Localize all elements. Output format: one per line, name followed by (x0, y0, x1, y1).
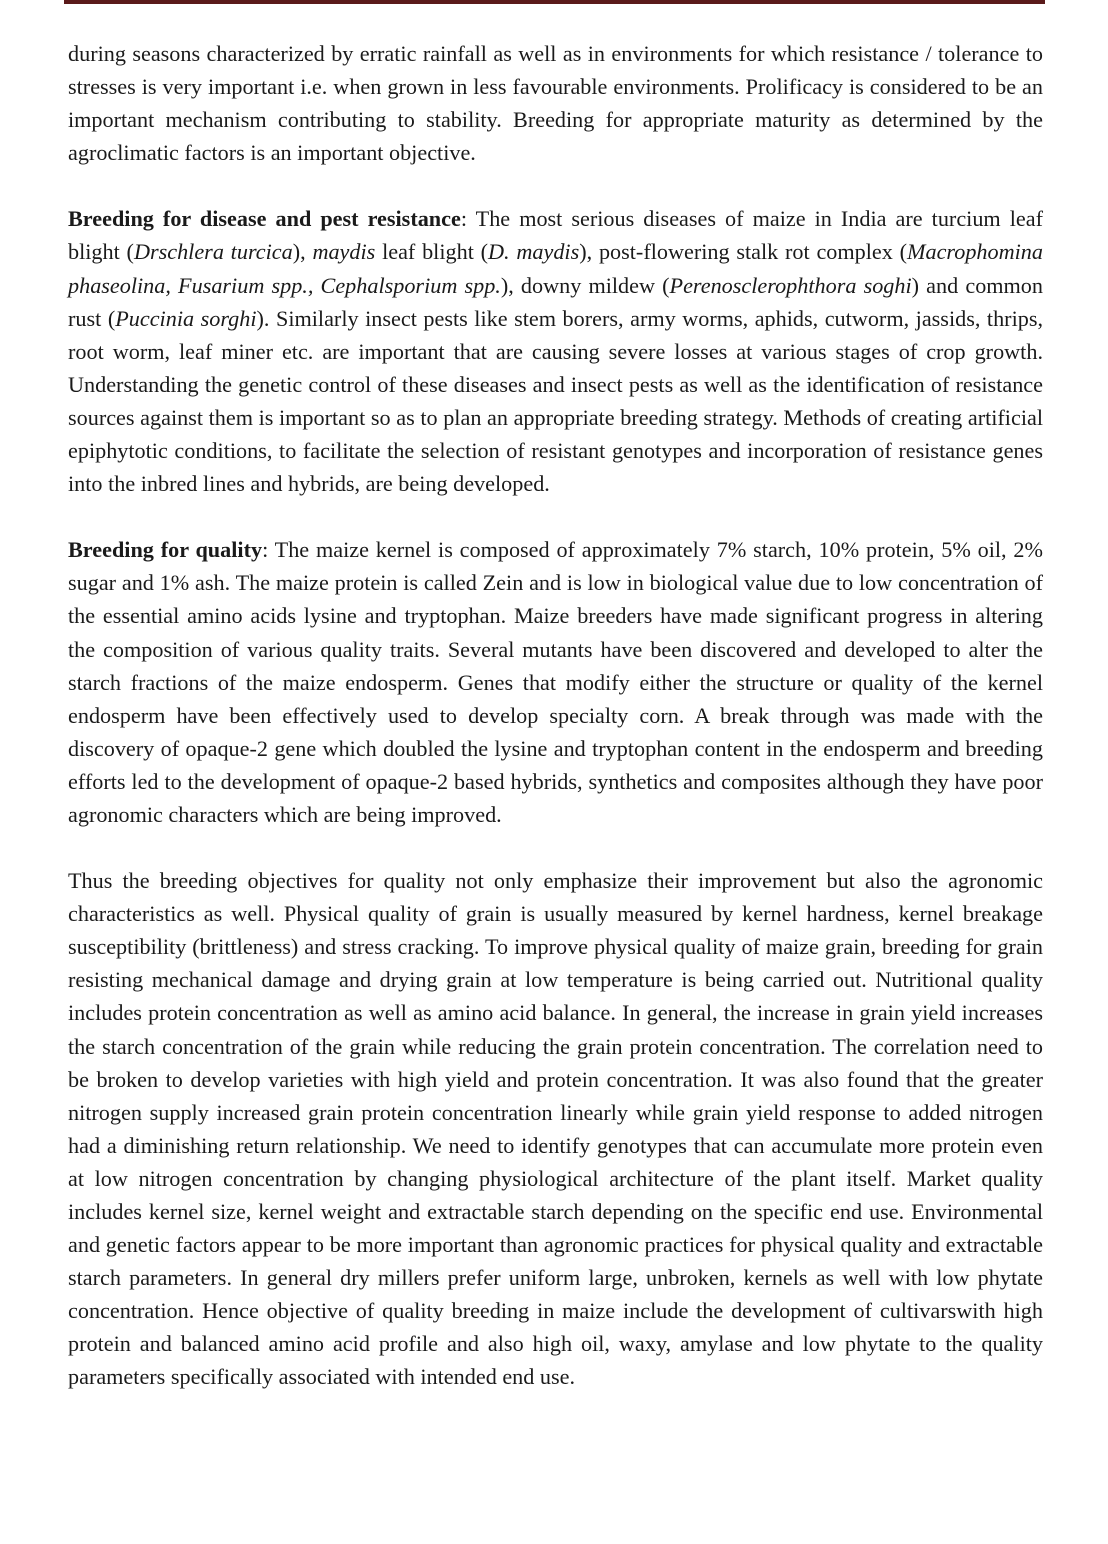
paragraph-quality (68, 533, 1043, 831)
document-page (68, 37, 1043, 1427)
species-name: Perenosclerophthora soghi (669, 272, 912, 298)
paragraph-text: ), (292, 239, 313, 265)
paragraph-text: during seasons characterized by erratic rainfall as well as in environments for which resistance / tolerance to stresses is very important i.e. when grown in less favourable environments. Prolificacy is considered to be an important mechanism contributing to stability. Breeding for appropriate maturity as determined by the agroclimatic factors is an important objective. (68, 41, 1043, 166)
paragraph-text: : The most serious diseases of maize in India are turcium leaf blight ( (68, 206, 1043, 265)
paragraph-disease-pest-resistance (68, 202, 1043, 500)
paragraph-quality-objectives (68, 864, 1043, 1394)
paragraph-text: ), post-flowering stalk rot complex ( (579, 239, 907, 265)
species-name: D. maydis (488, 239, 580, 265)
species-name: maydis (312, 239, 376, 265)
paragraph-text: leaf blight ( (375, 239, 489, 265)
paragraph-text: Thus the breeding objectives for quality not only emphasize their improvement but also the agronomic characteristics as well. Physical quality of grain is usually measured by kernel hardness, kernel breakage susceptibility (brittleness) and stress cracking. To improve physical quality of maize grain, breeding for grain resisting mechanical damage and drying grain at low temperature is being carried out. Nutritional quality includes protein concentration as well as amino acid balance. In general, the increase in grain yield increases the starch concentration of the grain while reducing the grain protein concentration. The correlation need to be broken to develop varieties with high yield and protein concentration. It was also found that the greater nitrogen supply increased grain protein concentration linearly while grain yield response to added nitrogen had a diminishing return relationship. We need to identify genotypes that can accumulate more protein even at low nitrogen concentration by changing physiological architecture of the plant itself. Market quality includes kernel size, kernel weight and extractable starch depending on the specific end use. Environmental and genetic factors appear to be more important than agronomic practices for physical quality and extractable starch parameters. In general dry millers prefer uniform large, unbroken, kernels as well with low phytate concentration. Hence objective of quality breeding in maize include the development of cultivarswith high protein and balanced amino acid profile and also high oil, waxy, amylase and low phytate to the quality parameters specifically associated with intended end use. (68, 868, 1043, 1390)
paragraph-continuation (68, 37, 1043, 169)
species-name: Macrophomina phaseolina, Fusarium spp., Cephalsporium spp. (68, 239, 1043, 298)
paragraph-text: : The maize kernel is composed of approximately 7% starch, 10% protein, 5% oil, 2% sugar and 1% ash. The maize protein is called Zein and is low in biological value due to low concentration of the essential amino acids lysine and tryptophan. Maize breeders have made significant progress in altering the composition of various quality traits. Several mutants have been discovered and developed to alter the starch fractions of the maize endosperm. Genes that modify either the structure or quality of the kernel endosperm have been effectively used to develop specialty corn. A break through was made with the discovery of opaque-2 gene which doubled the lysine and tryptophan content in the endosperm and breeding efforts led to the development of opaque-2 based hybrids, synthetics and composites although they have poor agronomic characters which are being improved. (68, 537, 1043, 827)
species-name: Puccinia sorghi (115, 305, 257, 331)
section-heading-quality: Breeding for quality (68, 537, 263, 563)
paragraph-text: ). Similarly insect pests like stem borers, army worms, aphids, cutworm, jassids, thrips, root worm, leaf miner etc. are important that are causing severe losses at various stages of crop growth. Understanding the genetic control of these diseases and insect pests as well as the identification of resistance sources against them is important so as to plan an appropriate breeding strategy. Methods of creating artificial epiphytotic conditions, to facilitate the selection of resistant genotypes and incorporation of resistance genes into the inbred lines and hybrids, are being developed. (68, 305, 1044, 497)
species-name: Drschlera turcica (133, 239, 293, 265)
paragraph-text: ), downy mildew ( (500, 272, 670, 298)
section-heading-disease-pest: Breeding for disease and pest resistance (68, 206, 461, 232)
top-border-rule (64, 0, 1045, 4)
paragraph-text: ) and common rust ( (68, 272, 1043, 331)
